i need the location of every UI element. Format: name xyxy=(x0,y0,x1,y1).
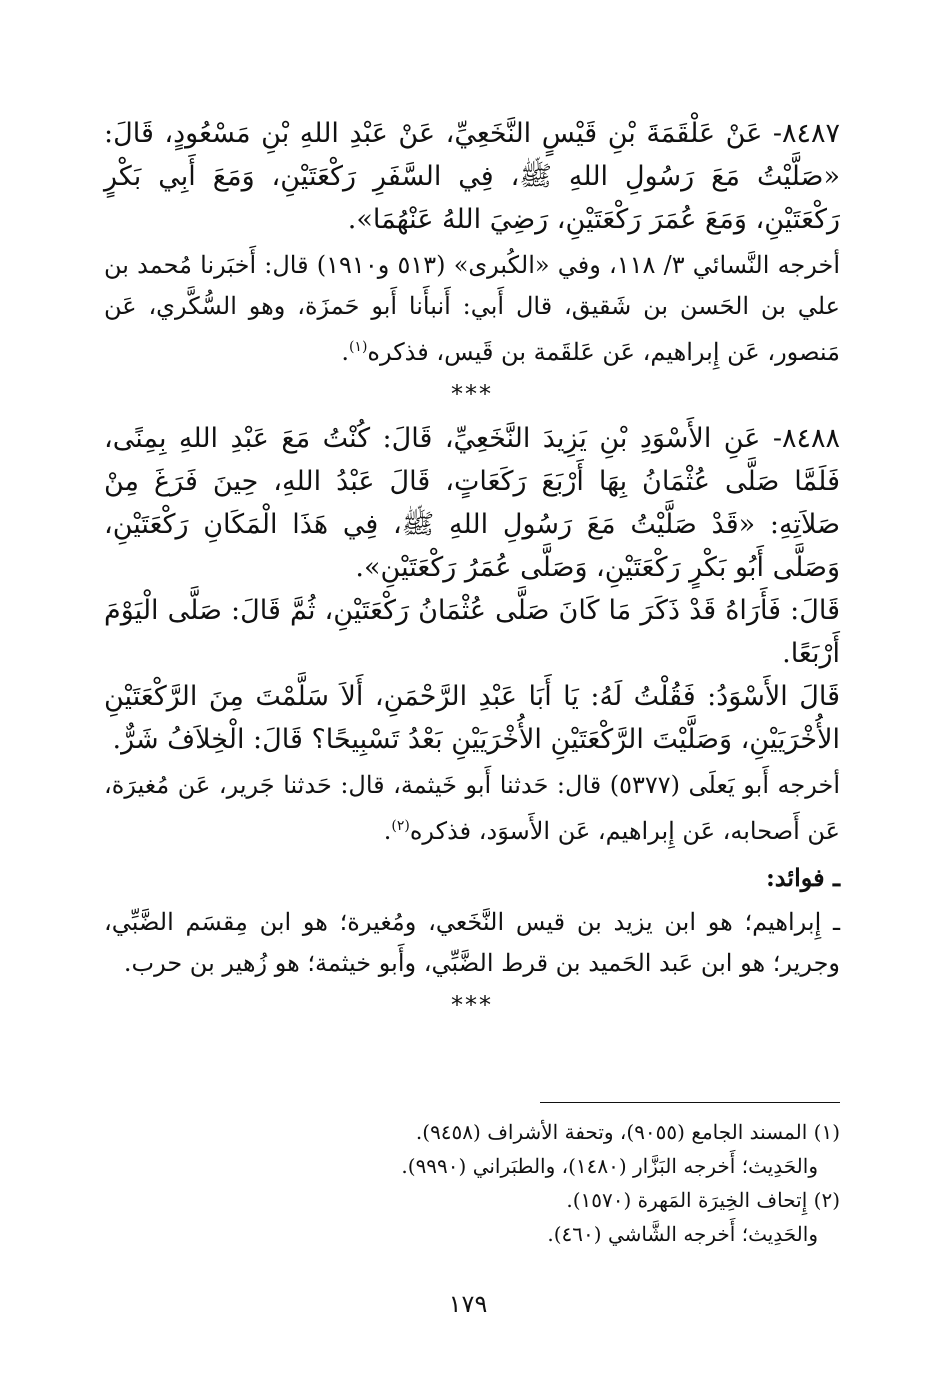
hadith-8487-takhrij: أخرجه النَّسائي ٣/ ١١٨، وفي «الكُبرى» (٥١٣ و١٩١٠) قال: أَخبَرنا مُحمد بن علي بن الحَسن بن شَقيق، قال أَبي: أَنبأَنا أَبو حَمزَة، وهو السُّكَّري، عَن مَنصور، عَن إِبراهيم، عَن عَلقَمة بن قَيس، فذكره$^{(١)}$. xyxy=(104,251,841,366)
footnote-line: (١) المسند الجامع (٩٠٥٥)، وتحفة الأشراف (٩٤٥٨). xyxy=(415,1120,840,1144)
hadith-8488-para2: قَالَ: فَأَرَاهُ قَدْ ذَكَرَ مَا كَانَ صَلَّى عُثْمَانُ رَكْعَتَيْنِ، ثُمَّ قَالَ: صَلَّى الْيَوْمَ أَرْبَعًا. xyxy=(104,595,840,669)
hadith-8487-text: ٨٤٨٧- عَنْ عَلْقَمَةَ بْنِ قَيْسٍ النَّخَعِيِّ، عَنْ عَبْدِ اللهِ بْنِ مَسْعُودٍ، قَالَ: «صَلَّيْتُ مَعَ رَسُولِ اللهِ ﷺ، فِي السَّفَرِ رَكْعَتَيْنِ، وَمَعَ أَبِي بَكْرٍ رَكْعَتَيْنِ، وَمَعَ عُمَرَ رَكْعَتَيْنِ، رَضِيَ اللهُ عَنْهُمَا». xyxy=(104,118,840,235)
page-body xyxy=(104,112,840,1028)
footnotes xyxy=(104,1102,840,1251)
hadith-8488-takhrij-text: أخرجه أَبو يَعلَى (٥٣٧٧) قال: حَدثنا أَبو خَيثمة، قال: حَدثنا جَرير، عَن مُغيرَة، عَن أَصحابه، عَن إِبراهيم، عَن الأَسوَد، فذكره xyxy=(104,771,840,845)
footnote-ref-1[interactable]: (١) xyxy=(348,339,368,355)
footnote-ref-2[interactable]: (٢) xyxy=(391,818,410,834)
section-separator: *** xyxy=(451,380,493,408)
fawaid-text: ـ إِبراهيم؛ هو ابن يزيد بن قيس النَّخَعي، ومُغيرة؛ هو ابن مِقسَم الضَّبِّي، وجرير؛ هو ابن عَبد الحَميد بن قرط الضَّبِّي، وأَبو خيثمة؛ هو زُهير بن حرب. xyxy=(104,908,840,977)
hadith-8488-text: ٨٤٨٨- عَنِ الأَسْوَدِ بْنِ يَزِيدَ النَّخَعِيِّ، قَالَ: كُنْتُ مَعَ عَبْدِ اللهِ بِمِنًى، فَلَمَّا صَلَّى عُثْمَانُ بِهَا أَرْبَعَ رَكَعَاتٍ، قَالَ عَبْدُ اللهِ، حِينَ فَرَغَ مِنْ صَلاَتِهِ: «قَدْ صَلَّيْتُ مَعَ رَسُولِ اللهِ ﷺ، فِي هَذَا الْمَكَانِ رَكْعَتَيْنِ، وَصَلَّى أَبُو بَكْرٍ رَكْعَتَيْنِ، وَصَلَّى عُمَرُ رَكْعَتَيْنِ». xyxy=(104,423,840,583)
hadith-8488-para3: قَالَ الأَسْوَدُ: فَقُلْتُ لَهُ: يَا أَبَا عَبْدِ الرَّحْمَنِ، أَلاَ سَلَّمْتَ مِنَ الرَّكْعَتَيْنِ الأُخْرَيَيْنِ، وَصَلَّيْتَ الرَّكْعَتَيْنِ الأُخْرَيَيْنِ بَعْدُ تَسْبِيحًا؟ قَالَ: الْخِلاَفُ شَرٌّ. xyxy=(104,681,840,755)
footnote-line: (٢) إِتحاف الخِيرَة المَهرة (١٥٧٠). xyxy=(566,1188,840,1212)
footnote-line: والحَدِيث؛ أَخرجه البَزَّار (١٤٨٠)، والطبَراني (٩٩٩٠). xyxy=(401,1154,818,1178)
hadith-8487-takhrij-text: أخرجه النَّسائي ٣/ ١١٨، وفي «الكُبرى» (٥١٣ و١٩١٠) قال: أَخبَرنا مُحمد بن علي بن الحَسن بن شَقيق، قال أَبي: أَنبأَنا أَبو حَمزَة، وهو السُّكَّري، عَن مَنصور، عَن إِبراهيم، عَن عَلقَمة بن قَيس، فذكره xyxy=(104,251,841,366)
hadith-8488-takhrij: أخرجه أَبو يَعلَى (٥٣٧٧) قال: حَدثنا أَبو خَيثمة، قال: حَدثنا جَرير، عَن مُغيرَة، عَن أَصحابه، عَن إِبراهيم، عَن الأَسوَد، فذكره$^{(٢)}$. xyxy=(104,771,840,845)
footnote-divider xyxy=(540,1102,840,1103)
section-separator-end: *** xyxy=(451,991,493,1019)
footnote-line: والحَدِيث؛ أَخرجه الشَّاشي (٤٦٠). xyxy=(547,1222,818,1246)
page-number: ١٧٩ xyxy=(448,1290,488,1318)
fawaid-heading: ـ فوائد: xyxy=(765,863,840,892)
